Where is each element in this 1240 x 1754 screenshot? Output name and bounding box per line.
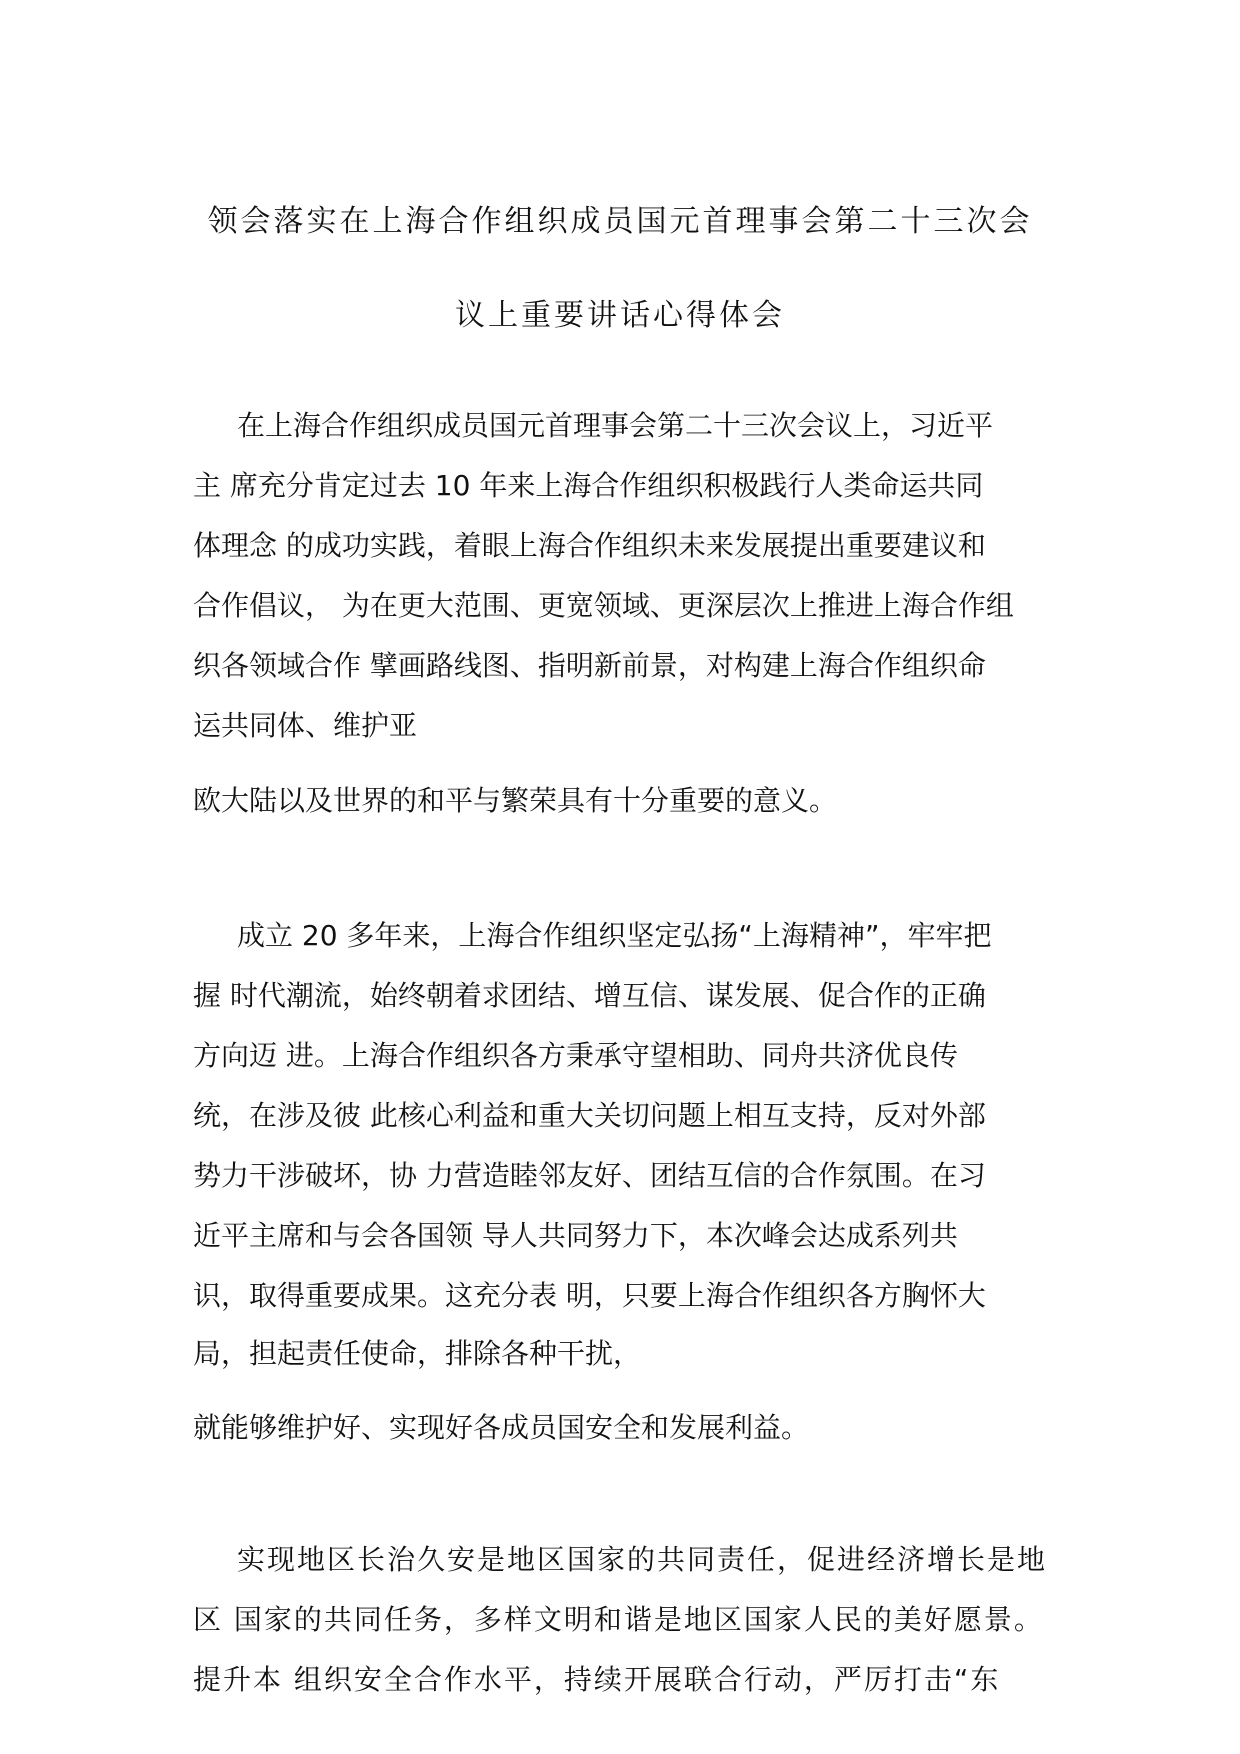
paragraph-1-line-3: 体理念 的成功实践，着眼上海合作组织未来发展提出重要建议和: [193, 529, 986, 562]
paragraph-2-line-5: 势力干涉破坏，协 力营造睦邻友好、团结互信的合作氛围。在习: [193, 1159, 986, 1192]
paragraph-2-line-3: 方向迈 进。上海合作组织各方秉承守望相助、同舟共济优良传: [193, 1039, 958, 1072]
paragraph-2-line-4: 统，在涉及彼 此核心利益和重大关切问题上相互支持，反对外部: [193, 1099, 986, 1132]
paragraph-2-line-8: 局，担起责任使命，排除各种干扰，: [193, 1337, 642, 1370]
document-title-line-2: 议上重要讲话心得体会: [455, 298, 785, 333]
paragraph-1-trailing-line: 欧大陆以及世界的和平与繁荣具有十分重要的意义。: [193, 784, 838, 817]
paragraph-2-line-1: 成立 20 多年来，上海合作组织坚定弘扬“上海精神”，牢牢把: [237, 919, 992, 952]
paragraph-2-trailing-line: 就能够维护好、实现好各成员国安全和发展利益。: [193, 1411, 810, 1444]
paragraph-3-line-3: 提升本 组织安全合作水平，持续开展联合行动，严厉打击“东: [193, 1663, 1001, 1696]
paragraph-1-line-5: 织各领域合作 擘画路线图、指明新前景，对构建上海合作组织命: [193, 649, 986, 682]
document-title-line-1: 领会落实在上海合作组织成员国元首理事会第二十三次会: [207, 204, 1033, 239]
paragraph-1-line-2: 主 席充分肯定过去 10 年来上海合作组织积极践行人类命运共同: [193, 469, 984, 502]
paragraph-3-line-1: 实现地区长治久安是地区国家的共同责任，促进经济增长是地: [237, 1543, 1048, 1576]
paragraph-2-line-7: 识，取得重要成果。这充分表 明，只要上海合作组织各方胸怀大: [193, 1279, 986, 1312]
paragraph-2-line-6: 近平主席和与会各国领 导人共同努力下，本次峰会达成系列共: [193, 1219, 958, 1252]
paragraph-1-line-4: 合作倡议， 为在更大范围、更宽领域、更深层次上推进上海合作组: [193, 589, 1014, 622]
paragraph-3-line-2: 区 国家的共同任务，多样文明和谐是地区国家人民的美好愿景。: [193, 1603, 1044, 1636]
paragraph-1-line-1: 在上海合作组织成员国元首理事会第二十三次会议上，习近平: [237, 409, 994, 442]
paragraph-2-line-2: 握 时代潮流，始终朝着求团结、增互信、谋发展、促合作的正确: [193, 979, 986, 1012]
paragraph-1-line-6: 运共同体、维护亚: [193, 709, 418, 742]
